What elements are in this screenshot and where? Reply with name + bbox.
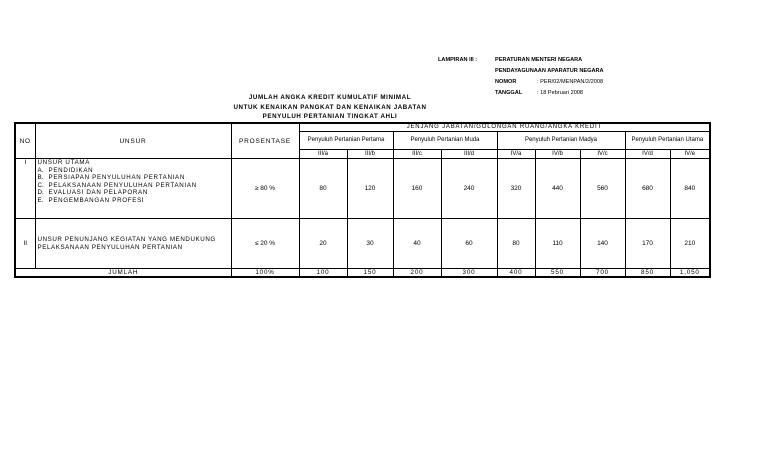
item-text: PENGEMBANGAN PROFESI	[48, 196, 145, 204]
value-cell: 240	[441, 159, 497, 219]
unsur-utama-cell	[35, 159, 231, 219]
value-cell: 40	[393, 219, 441, 269]
group-utama: Penyuluh Pertanian Utama	[625, 132, 710, 150]
title-line-3: PENYULUH PERTANIAN TINGKAT AHLI	[262, 113, 398, 120]
item-text: EVALUASI DAN PELAPORAN	[48, 189, 149, 197]
unsur-penunjang-cell	[35, 219, 231, 269]
header-no: NO	[15, 123, 35, 159]
value-cell: 210	[670, 219, 710, 269]
row-no: I	[15, 159, 35, 219]
header-jenjang: JENJANG JABATAN/GOLONGAN RUANG/ANGKA KREDIT	[299, 123, 710, 132]
document-title	[210, 93, 450, 122]
tanggal-value: : 18 Pebruari 2008	[537, 90, 584, 96]
golongan-cell: IV/a	[497, 150, 535, 159]
group-pertama: Penyuluh Pertanian Pertama	[299, 132, 393, 150]
total-cell: 300	[441, 269, 497, 278]
value-cell: 120	[347, 159, 393, 219]
total-cell: 400	[497, 269, 535, 278]
total-cell: 200	[393, 269, 441, 278]
tanggal-label: TANGGAL	[495, 90, 523, 96]
total-cell: 850	[625, 269, 670, 278]
golongan-cell: III/c	[393, 150, 441, 159]
prosentase-cell: ≤ 20 %	[231, 219, 299, 269]
value-cell: 20	[299, 219, 347, 269]
total-label: JUMLAH	[15, 269, 231, 278]
value-cell: 140	[580, 219, 625, 269]
item-letter: B.	[37, 174, 44, 182]
unsur-utama-title: UNSUR UTAMA	[37, 159, 91, 166]
total-prosentase: 100%	[231, 269, 299, 278]
value-cell: 110	[535, 219, 580, 269]
header-prosentase: PROSENTASE	[231, 123, 299, 159]
prosentase-cell: ≥ 80 %	[231, 159, 299, 219]
credit-table	[14, 122, 711, 278]
header-unsur: UNSUR	[35, 123, 231, 159]
title-line-2: UNTUK KENAIKAN PANGKAT DAN KENAIKAN JABATAN	[233, 103, 427, 111]
golongan-cell: IV/d	[625, 150, 670, 159]
total-cell: 100	[299, 269, 347, 278]
title-line-1: JUMLAH ANGKA KREDIT KUMULATIF MINIMAL	[248, 94, 412, 101]
total-cell: 700	[580, 269, 625, 278]
value-cell: 60	[441, 219, 497, 269]
total-cell: 1,050	[670, 269, 710, 278]
regulation-line-1: PERATURAN MENTERI NEGARA	[495, 57, 583, 63]
item-text: PERSIAPAN PENYULUHAN PERTANIAN	[48, 174, 186, 182]
item-text: PELAKSANAAN PENYULUHAN PERTANIAN	[48, 181, 197, 189]
item-letter: E.	[37, 196, 44, 204]
nomor-value: : PER/02/MENPAN/2/2008	[537, 79, 604, 85]
item-letter: A.	[37, 166, 44, 174]
value-cell: 30	[347, 219, 393, 269]
value-cell: 680	[625, 159, 670, 219]
value-cell: 80	[497, 219, 535, 269]
group-muda: Penyuluh Pertanian Muda	[393, 132, 497, 150]
golongan-cell: IV/b	[535, 150, 580, 159]
table-row	[15, 159, 710, 219]
item-letter: C.	[37, 181, 44, 189]
lampiran-label: LAMPIRAN III :	[438, 57, 478, 63]
penunjang-line-1: UNSUR PENUNJANG KEGIATAN YANG MENDUKUNG	[37, 235, 216, 243]
penunjang-line-2: PELAKSANAAN PENYULUHAN PERTANIAN	[37, 243, 183, 251]
group-madya: Penyuluh Pertanian Madya	[497, 132, 625, 150]
value-cell: 840	[670, 159, 710, 219]
golongan-cell: IV/e	[670, 150, 710, 159]
value-cell: 320	[497, 159, 535, 219]
total-cell: 150	[347, 269, 393, 278]
row-no: II	[15, 219, 35, 269]
lampiran-header	[438, 55, 677, 99]
golongan-cell: III/a	[299, 150, 347, 159]
total-cell: 550	[535, 269, 580, 278]
golongan-cell: III/b	[347, 150, 393, 159]
golongan-cell: III/d	[441, 150, 497, 159]
golongan-cell: IV/c	[580, 150, 625, 159]
item-text: PENDIDIKAN	[48, 166, 94, 174]
item-letter: D.	[37, 189, 44, 197]
value-cell: 80	[299, 159, 347, 219]
value-cell: 440	[535, 159, 580, 219]
nomor-label: NOMOR	[495, 79, 517, 85]
value-cell: 160	[393, 159, 441, 219]
regulation-line-2: PENDAYAGUNAAN APARATUR NEGARA	[495, 68, 604, 74]
value-cell: 560	[580, 159, 625, 219]
value-cell: 170	[625, 219, 670, 269]
total-row	[15, 269, 710, 278]
table-row	[15, 219, 710, 269]
